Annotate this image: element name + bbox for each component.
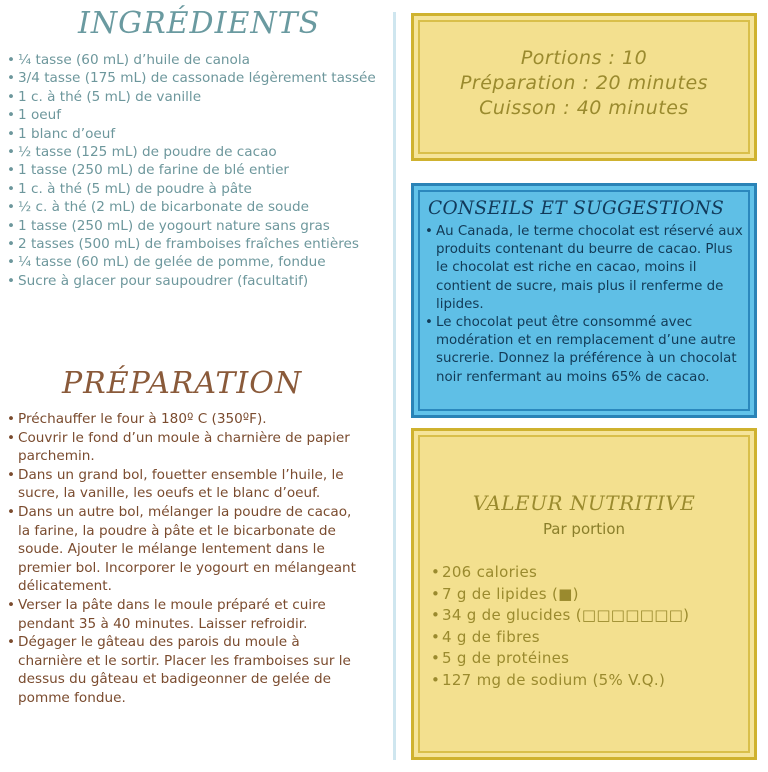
tips-list (424, 223, 746, 387)
preparation-step: • Préchauffer le four à 180º C (350ºF). (6, 410, 356, 429)
nutrition-list (430, 562, 730, 692)
tips-heading: CONSEILS ET SUGGESTIONS (428, 198, 725, 219)
ingredients-list (6, 51, 376, 290)
column-divider (393, 12, 396, 760)
ingredient-item: • 1 c. à thé (5 mL) de poudre à pâte (6, 180, 376, 198)
nutrition-item: • 4 g de fibres (430, 627, 730, 649)
tip-item: • Le chocolat peut être consommé avec modération et en remplacement d’une autre sucrerie. Donnez la préférence à un chocolat noir renfermant au moins 65% de cacao. (424, 314, 746, 387)
nutrition-item: • 34 g de glucides (□□□□□□□) (430, 605, 730, 627)
preparation-steps-list (6, 410, 356, 708)
ingredient-item: • 1 tasse (250 mL) de yogourt nature sans gras (6, 217, 376, 235)
tip-item: • Au Canada, le terme chocolat est réservé aux produits contenant du beurre de cacao. Plus le chocolat est riche en cacao, moins il contient de sucre, mais plus il renferme de lipides. (424, 223, 746, 314)
portions-box (411, 13, 757, 161)
ingredient-item: • 1 c. à thé (5 mL) de vanille (6, 88, 376, 106)
recipe-times (414, 46, 754, 121)
preparation-time-text: Préparation : 20 minutes (459, 72, 709, 94)
ingredient-item: • ¼ tasse (60 mL) d’huile de canola (6, 51, 376, 69)
preparation-heading: PRÉPARATION (62, 366, 303, 401)
nutrition-subtitle: Par portion (542, 520, 626, 538)
preparation-step: • Verser la pâte dans le moule préparé et cuire pendant 35 à 40 minutes. Laisser refroidir. (6, 596, 356, 633)
ingredient-item: • Sucre à glacer pour saupoudrer (facultatif) (6, 272, 376, 290)
nutrition-item: • 7 g de lipides (■) (430, 584, 730, 606)
nutrition-box (411, 428, 757, 760)
ingredient-item: • 3/4 tasse (175 mL) de cassonade légèrement tassée (6, 69, 376, 87)
ingredient-item: • 1 oeuf (6, 106, 376, 124)
nutrition-item: • 206 calories (430, 562, 730, 584)
cooking-time-text: Cuisson : 40 minutes (479, 97, 689, 119)
nutrition-heading: VALEUR NUTRITIVE (472, 491, 696, 515)
ingredient-item: • 1 tasse (250 mL) de farine de blé entier (6, 161, 376, 179)
preparation-step: • Couvrir le fond d’un moule à charnière de papier parchemin. (6, 429, 356, 466)
preparation-step: • Dans un grand bol, fouetter ensemble l’huile, le sucre, la vanille, les oeufs et le blanc d’oeuf. (6, 466, 356, 503)
tips-box (411, 183, 757, 418)
ingredient-item: • 2 tasses (500 mL) de framboises fraîches entières (6, 235, 376, 253)
portions-text: Portions : 10 (520, 47, 648, 69)
ingredients-heading: INGRÉDIENTS (78, 6, 321, 41)
nutrition-item: • 127 mg de sodium (5% V.Q.) (430, 670, 730, 692)
preparation-step: • Dans un autre bol, mélanger la poudre de cacao, la farine, la poudre à pâte et le bicarbonate de soude. Ajouter le mélange lentement dans le premier bol. Incorporer le yogourt en mélangeant délicatement. (6, 503, 356, 596)
ingredient-item: • ¼ tasse (60 mL) de gelée de pomme, fondue (6, 253, 376, 271)
nutrition-item: • 5 g de protéines (430, 648, 730, 670)
preparation-step: • Dégager le gâteau des parois du moule à charnière et le sortir. Placer les framboises sur le dessus du gâteau et badigeonner de gelée de pomme fondue. (6, 633, 356, 707)
ingredient-item: • ½ tasse (125 mL) de poudre de cacao (6, 143, 376, 161)
ingredient-item: • 1 blanc d’oeuf (6, 125, 376, 143)
ingredient-item: • ½ c. à thé (2 mL) de bicarbonate de soude (6, 198, 376, 216)
